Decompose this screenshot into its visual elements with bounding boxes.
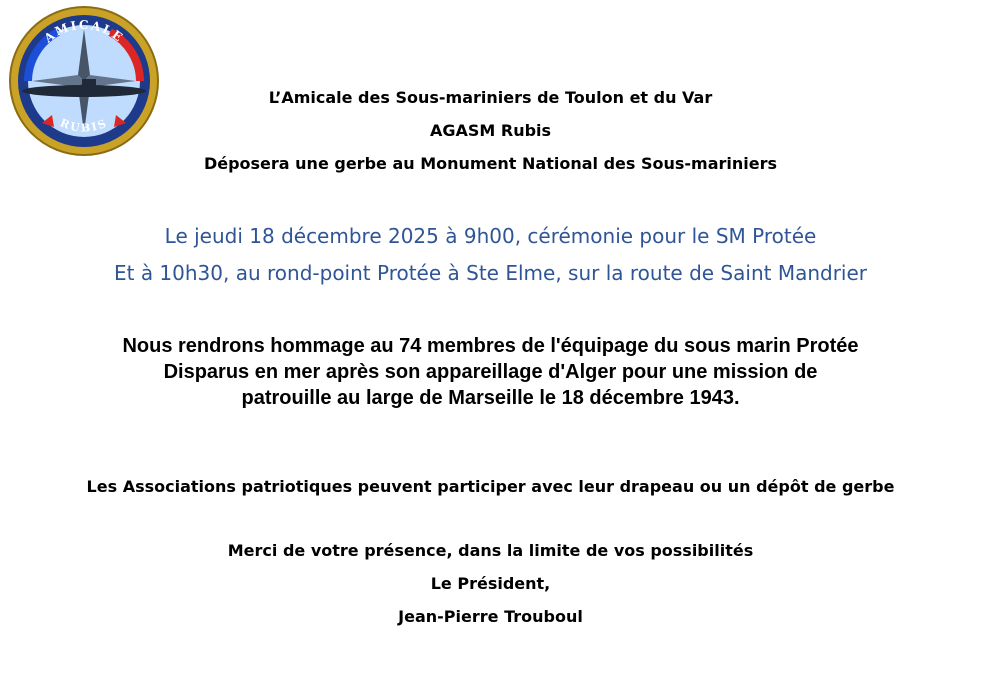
closing-thanks: Merci de votre présence, dans la limite de vos possibilités [227, 541, 754, 560]
event-line-location: Et à 10h30, au rond-point Protée à Ste Elme, sur la route de Saint Mandrier [113, 261, 868, 285]
closing-signature: Jean-Pierre Trouboul [398, 607, 583, 626]
logo-bottom-text: RUBIS [58, 116, 110, 135]
header-line-association: L’Amicale des Sous-mariniers de Toulon et du Var [268, 88, 713, 107]
tribute-line-1: Nous rendrons hommage au 74 membres de l'équipage du sous marin Protée [122, 335, 859, 357]
closing-title: Le Président, [430, 574, 551, 593]
associations-line: Les Associations patriotiques peuvent participer avec leur drapeau ou un dépôt de gerbe [86, 477, 895, 496]
tribute-line-3: patrouille au large de Marseille le 18 décembre 1943. [241, 387, 740, 409]
event-line-date: Le jeudi 18 décembre 2025 à 9h00, cérémonie pour le SM Protée [164, 224, 817, 248]
header-line-gerbe: Déposera une gerbe au Monument National des Sous-mariniers [203, 154, 778, 173]
tribute-line-2: Disparus en mer après son appareillage d'Alger pour une mission de [163, 361, 818, 383]
logo-top-text: AMICALE [41, 17, 127, 46]
header-line-agasm: AGASM Rubis [429, 121, 552, 140]
